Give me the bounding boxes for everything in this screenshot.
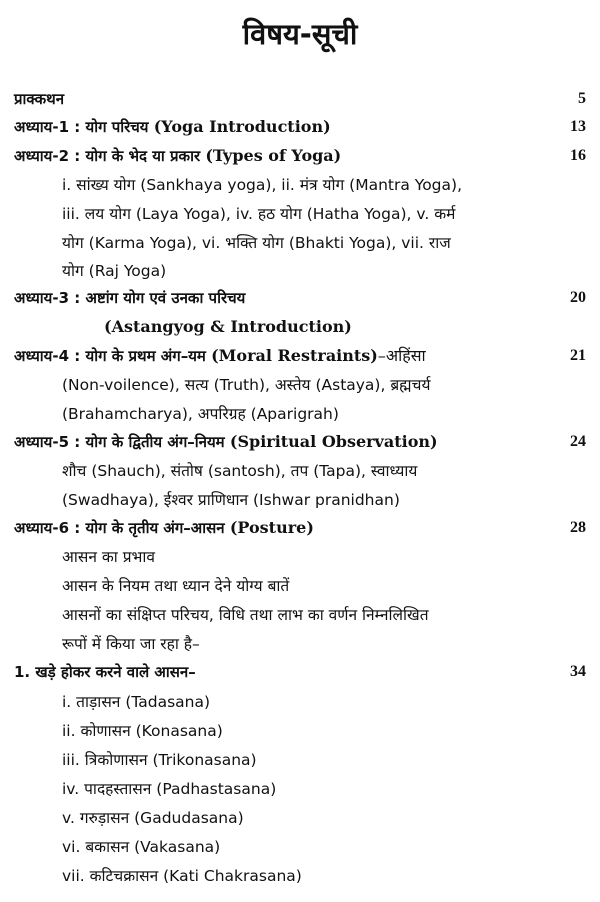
page-number: 21	[570, 347, 586, 364]
toc-entry-chapter-2[interactable]	[14, 144, 586, 168]
toc-entry-chapter-1[interactable]	[14, 115, 586, 139]
list-item: vi. बकासन (Vakasana)	[62, 838, 221, 856]
entry-description-line: आसन का प्रभाव	[62, 548, 156, 566]
entry-description-line: शौच (Shauch), संतोष (santosh), तप (Tapa), स्वाध्याय	[62, 462, 418, 480]
toc-entry-chapter-5[interactable]	[14, 430, 586, 454]
entry-label-english: (Moral Restraints)	[211, 346, 378, 365]
list-item: i. ताड़ासन (Tadasana)	[62, 693, 211, 711]
page-number: 5	[578, 90, 586, 107]
toc-entry-section-1[interactable]	[14, 660, 586, 684]
entry-label: अध्याय-6 : योग के तृतीय अंग–आसन	[14, 519, 230, 537]
entry-label: अध्याय-1 : योग परिचय	[14, 118, 154, 136]
entry-label: अध्याय-4 : योग के प्रथम अंग–यम	[14, 347, 212, 365]
page-title: विषय-सूची	[242, 17, 358, 51]
list-item: iv. पादहस्तासन (Padhastasana)	[62, 780, 277, 798]
page-number: 13	[570, 118, 586, 135]
list-item: ii. कोणासन (Konasana)	[62, 722, 223, 740]
entry-label-english: (Yoga Introduction)	[153, 117, 331, 136]
toc-entry-prakkathan[interactable]	[14, 87, 586, 111]
entry-description-line: रूपों में किया जा रहा है–	[62, 635, 200, 653]
toc-entry-chapter-6[interactable]	[14, 516, 586, 540]
page-number: 24	[570, 433, 586, 450]
entry-label: अध्याय-2 : योग के भेद या प्रकार	[14, 147, 206, 165]
entry-label: अध्याय-5 : योग के द्वितीय अंग–नियम	[14, 433, 230, 451]
entry-label: 1. खड़े होकर करने वाले आसन–	[14, 663, 196, 681]
entry-description-line: (Non-voilence), सत्य (Truth), अस्तेय (Astaya), ब्रह्मचर्य	[62, 376, 431, 394]
entry-label-tail: –अहिंसा	[377, 346, 426, 365]
page-number: 16	[570, 147, 586, 164]
entry-description-line: i. सांख्य योग (Sankhaya yoga), ii. मंत्र योग (Mantra Yoga),	[62, 176, 462, 194]
list-item: vii. कटिचक्रासन (Kati Chakrasana)	[62, 867, 302, 885]
page-number: 20	[570, 289, 586, 306]
entry-label: अध्याय-3 : अष्टांग योग एवं उनका परिचय	[14, 289, 246, 307]
page-number: 28	[570, 519, 586, 536]
entry-description-line: (Swadhaya), ईश्वर प्राणिधान (Ishwar pranidhan)	[62, 491, 400, 509]
toc-entry-chapter-4[interactable]	[14, 344, 586, 368]
list-item: v. गरुड़ासन (Gadudasana)	[62, 809, 244, 827]
list-item: iii. त्रिकोणासन (Trikonasana)	[62, 751, 257, 769]
entry-label-english: (Astangyog & Introduction)	[104, 317, 352, 336]
entry-description-line: योग (Karma Yoga), vi. भक्ति योग (Bhakti Yoga), vii. राज	[62, 234, 451, 252]
entry-label-english: (Types of Yoga)	[205, 146, 342, 165]
entry-label: प्राक्कथन	[14, 90, 65, 108]
entry-description-line: आसन के नियम तथा ध्यान देने योग्य बातें	[62, 577, 290, 595]
entry-description-line: आसनों का संक्षिप्त परिचय, विधि तथा लाभ का वर्णन निम्नलिखित	[62, 606, 429, 624]
toc-entry-chapter-3[interactable]	[14, 286, 586, 310]
entry-description-line: योग (Raj Yoga)	[62, 262, 167, 280]
entry-label-english: (Spiritual Observation)	[229, 432, 438, 451]
entry-label-english: (Posture)	[229, 518, 314, 537]
entry-description-line: (Brahamcharya), अपरिग्रह (Aparigrah)	[62, 405, 339, 423]
page-number: 34	[570, 663, 586, 680]
entry-description-line: iii. लय योग (Laya Yoga), iv. हठ योग (Hatha Yoga), v. कर्म	[62, 205, 456, 223]
